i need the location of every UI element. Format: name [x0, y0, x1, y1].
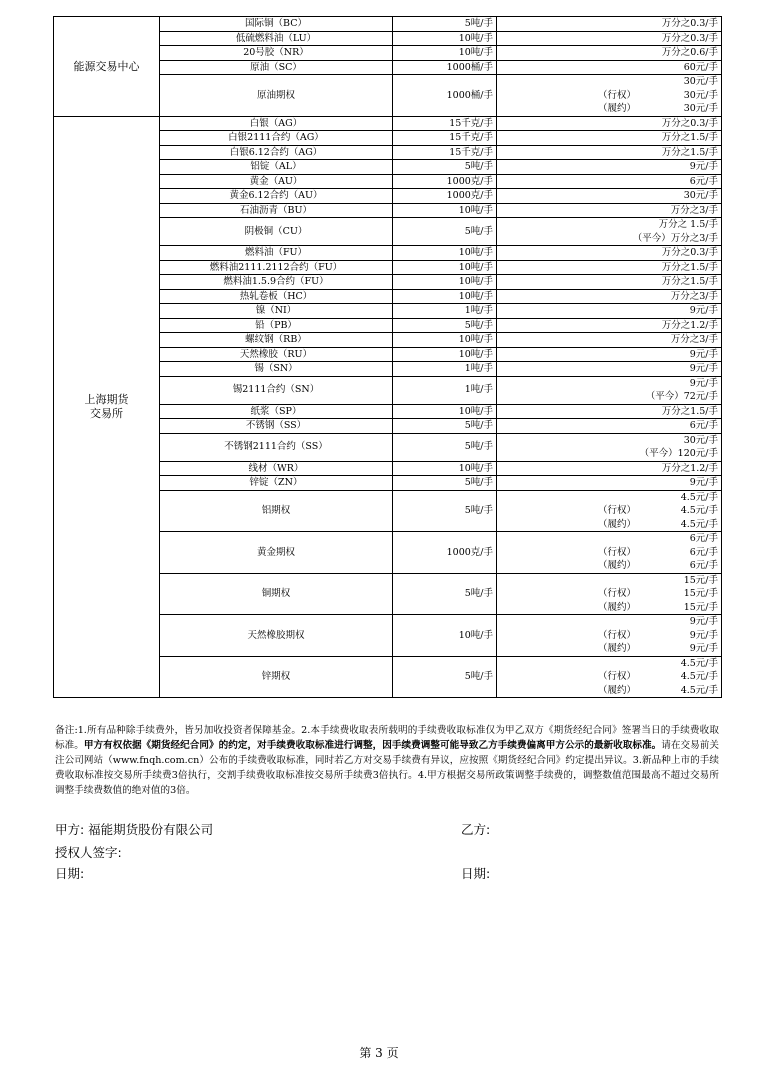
product-name: 不锈钢2111合约（SS） — [160, 433, 393, 461]
product-name: 20号胶（NR） — [160, 46, 393, 61]
fee-value: 30元/手 — [683, 434, 718, 446]
fee-tag — [500, 615, 598, 629]
fee-value: 万分之0.3/手 — [661, 117, 718, 129]
product-name: 螺纹钢（RB） — [160, 333, 393, 348]
fee-value: 万分之1.5/手 — [661, 132, 718, 143]
fee-tag: （履约） — [598, 103, 637, 114]
fee-tag — [500, 61, 598, 75]
product-name: 锌锭（ZN） — [160, 476, 393, 491]
fee-cell — [497, 174, 722, 189]
fee-value: 万分之3/手 — [670, 204, 718, 216]
fee-value: （平今）120元/手 — [639, 448, 718, 459]
fee-cell — [497, 532, 722, 574]
trade-unit: 5吨/手 — [393, 433, 497, 461]
fee-tag — [500, 117, 598, 131]
fee-line — [500, 146, 718, 160]
trade-unit: 10吨/手 — [393, 347, 497, 362]
fee-cell — [497, 46, 722, 61]
product-name: 燃料油1.5.9合约（FU） — [160, 275, 393, 290]
fee-value: 9元/手 — [689, 643, 718, 654]
fee-cell — [497, 573, 722, 615]
trade-unit: 15千克/手 — [393, 145, 497, 160]
fee-line — [500, 102, 718, 116]
trade-unit: 1000克/手 — [393, 532, 497, 574]
table-row — [54, 116, 722, 131]
product-name: 纸浆（SP） — [160, 404, 393, 419]
fee-tag — [500, 405, 598, 419]
fee-line — [500, 377, 718, 391]
product-name: 镍（NI） — [160, 304, 393, 319]
trade-unit: 1000克/手 — [393, 189, 497, 204]
fee-line — [500, 546, 718, 560]
fee-value: 9元/手 — [689, 477, 718, 488]
fee-cell — [497, 362, 722, 377]
fee-value: 万分之0.3/手 — [661, 32, 718, 44]
fee-cell — [497, 433, 722, 461]
fee-line — [500, 657, 718, 671]
fee-value: 万分之0.3/手 — [661, 18, 718, 29]
fee-value: 30元/手 — [683, 190, 718, 201]
fee-value: 9元/手 — [689, 348, 718, 360]
product-name: 天然橡胶（RU） — [160, 347, 393, 362]
fee-value: 4.5元/手 — [680, 491, 718, 503]
trade-unit: 10吨/手 — [393, 260, 497, 275]
fee-tag — [500, 419, 598, 433]
remarks-text-2: 请在交易前关注公司网站（www.fnqh.com.cn）公布的手续费收取标准，同时若乙方对交易手续费有异议，应按照《期货经纪合同》约定提出异议。3.新品种上市的手续费收取标准按交易所手续费3倍执行，交割手续费收取标准按交易所手续费3倍执行。4.甲方根据交易所政策调整手续费的，调整数值范围最高不超过交易所调整手续费数值的绝对值的3倍。 — [55, 740, 720, 796]
product-name: 国际铜（BC） — [160, 17, 393, 32]
fee-tag — [500, 333, 598, 347]
trade-unit: 10吨/手 — [393, 289, 497, 304]
fee-line — [500, 131, 718, 145]
fee-tag — [500, 362, 598, 376]
table-row — [54, 17, 722, 32]
product-name: 线材（WR） — [160, 461, 393, 476]
trade-unit: 1000桶/手 — [393, 60, 497, 75]
fee-value: 30元/手 — [683, 103, 718, 114]
fee-value: 9元/手 — [689, 305, 718, 316]
fee-cell — [497, 218, 722, 246]
fee-cell — [497, 461, 722, 476]
fee-value: 15元/手 — [683, 588, 718, 599]
fee-value: 4.5元/手 — [680, 518, 718, 530]
fee-tag — [500, 532, 598, 546]
fee-line — [500, 447, 718, 461]
fee-value: 15元/手 — [683, 601, 718, 613]
fee-tag: （履约） — [598, 560, 637, 571]
fee-value: 万分之1.2/手 — [661, 319, 718, 331]
fee-tag — [500, 574, 598, 588]
exchange-name: 能源交易中心 — [54, 17, 160, 117]
fee-value: 万分之1.5/手 — [661, 276, 718, 287]
fee-line — [500, 684, 718, 698]
trade-unit: 10吨/手 — [393, 31, 497, 46]
product-name: 白银6.12合约（AG） — [160, 145, 393, 160]
trade-unit: 1吨/手 — [393, 304, 497, 319]
product-name: 黄金6.12合约（AU） — [160, 189, 393, 204]
exchange-name: 上海期货 交易所 — [54, 116, 160, 698]
fee-cell — [497, 476, 722, 491]
trade-unit: 15千克/手 — [393, 116, 497, 131]
fee-line — [500, 419, 718, 433]
fee-line — [500, 175, 718, 189]
product-name: 热轧卷板（HC） — [160, 289, 393, 304]
fee-value: 万分之1.2/手 — [661, 462, 718, 474]
fee-cell — [497, 318, 722, 333]
fee-line — [500, 304, 718, 318]
fee-line — [500, 574, 718, 588]
fee-line — [500, 117, 718, 131]
fee-tag — [500, 462, 598, 476]
fee-tag — [500, 218, 598, 232]
fee-value: 万分之0.3/手 — [661, 247, 718, 258]
fee-tag — [500, 390, 598, 404]
fee-value: 9元/手 — [689, 616, 718, 627]
fee-tag — [500, 348, 598, 362]
fee-line — [500, 504, 718, 518]
fee-line — [500, 218, 718, 232]
fee-cell — [497, 404, 722, 419]
fee-tag — [500, 32, 598, 46]
fee-line — [500, 290, 718, 304]
fee-value: 万分之1.5/手 — [661, 261, 718, 273]
fee-tag — [500, 175, 598, 189]
fee-line — [500, 362, 718, 376]
fee-value: 6元/手 — [689, 175, 718, 187]
remarks-text-1: 备注:1.所有品种除手续费外，皆另加收投资者保障基金。2.本手续费收取表所载明的手续费收取标准仅为甲乙双方《期货经纪合同》签署当日的手续费收取标准。 — [55, 725, 719, 751]
product-name: 黄金期权 — [160, 532, 393, 574]
fee-tag: （行权） — [598, 588, 637, 599]
trade-unit: 1000克/手 — [393, 174, 497, 189]
trade-unit: 10吨/手 — [393, 46, 497, 61]
fee-line — [500, 89, 718, 103]
fee-value: 万分之1.5/手 — [661, 146, 718, 158]
fee-cell — [497, 490, 722, 532]
fee-cell — [497, 260, 722, 275]
fee-cell — [497, 145, 722, 160]
fee-tag: （行权） — [598, 546, 637, 558]
fee-line — [500, 601, 718, 615]
product-name: 低硫燃料油（LU） — [160, 31, 393, 46]
product-name: 锡（SN） — [160, 362, 393, 377]
fee-line — [500, 189, 718, 203]
fee-line — [500, 587, 718, 601]
fee-line — [500, 642, 718, 656]
product-name: 天然橡胶期权 — [160, 615, 393, 657]
product-name: 铝期权 — [160, 490, 393, 532]
fee-value: （平今）72元/手 — [645, 391, 718, 402]
fee-tag — [500, 434, 598, 448]
fee-tag — [500, 275, 598, 289]
trade-unit: 10吨/手 — [393, 333, 497, 348]
trade-unit: 1000桶/手 — [393, 75, 497, 117]
fee-cell — [497, 31, 722, 46]
date-a-label: 日期: — [55, 866, 85, 881]
fee-tag — [500, 319, 598, 333]
product-name: 铜期权 — [160, 573, 393, 615]
remarks — [55, 723, 719, 798]
authorized-signature-label: 授权人签字: — [55, 845, 122, 860]
fee-cell — [497, 376, 722, 404]
product-name: 黄金（AU） — [160, 174, 393, 189]
fee-line — [500, 462, 718, 476]
trade-unit: 5吨/手 — [393, 573, 497, 615]
fee-value: 万分之3/手 — [670, 290, 718, 302]
trade-unit: 5吨/手 — [393, 218, 497, 246]
fee-value: 30元/手 — [683, 89, 718, 101]
trade-unit: 15千克/手 — [393, 131, 497, 146]
product-name: 不锈钢（SS） — [160, 419, 393, 434]
fee-value: 30元/手 — [683, 76, 718, 87]
fee-line — [500, 275, 718, 289]
fee-tag — [500, 290, 598, 304]
fee-value: 万分之1.5/手 — [661, 405, 718, 417]
fee-cell — [497, 304, 722, 319]
fee-tag: （行权） — [598, 629, 637, 641]
fee-line — [500, 405, 718, 419]
trade-unit: 10吨/手 — [393, 246, 497, 261]
fee-tag — [500, 17, 598, 31]
product-name: 燃料油2111.2112合约（FU） — [160, 260, 393, 275]
fee-line — [500, 390, 718, 404]
fee-tag — [500, 131, 598, 145]
fee-tag: （履约） — [598, 601, 637, 613]
fee-tag: （行权） — [598, 671, 637, 682]
fee-cell — [497, 615, 722, 657]
fee-value: 6元/手 — [689, 533, 718, 544]
fee-line — [500, 17, 718, 31]
fee-tag: （行权） — [598, 505, 637, 516]
fee-value: 6元/手 — [689, 560, 718, 571]
fee-cell — [497, 160, 722, 175]
fee-cell — [497, 275, 722, 290]
fee-tag — [500, 476, 598, 490]
trade-unit: 5吨/手 — [393, 160, 497, 175]
fee-tag: （履约） — [598, 643, 637, 654]
fee-line — [500, 532, 718, 546]
fee-tag — [500, 377, 598, 391]
fee-value: 万分之3/手 — [670, 334, 718, 345]
fee-line — [500, 261, 718, 275]
remarks-bold-text: 甲方有权依据《期货经纪合同》的约定，对手续费收取标准进行调整，因手续费调整可能导致乙方手续费偏离甲方公示的最新收取标准。 — [83, 740, 662, 751]
fee-line — [500, 46, 718, 60]
fee-table — [53, 16, 722, 698]
party-a-label: 甲方: 福能期货股份有限公司 — [55, 822, 214, 837]
fee-value: 4.5元/手 — [680, 505, 718, 516]
fee-line — [500, 204, 718, 218]
fee-value: 4.5元/手 — [680, 671, 718, 682]
fee-line — [500, 75, 718, 89]
fee-tag — [500, 246, 598, 260]
fee-value: 9元/手 — [689, 629, 718, 641]
page-number: 第 3 页 — [359, 1046, 399, 1060]
date-b-label: 日期: — [461, 866, 491, 881]
trade-unit: 5吨/手 — [393, 318, 497, 333]
fee-cell — [497, 116, 722, 131]
fee-cell — [497, 333, 722, 348]
fee-line — [500, 32, 718, 46]
fee-value: 9元/手 — [689, 377, 718, 389]
fee-cell — [497, 347, 722, 362]
fee-cell — [497, 189, 722, 204]
trade-unit: 10吨/手 — [393, 275, 497, 290]
product-name: 阴极铜（CU） — [160, 218, 393, 246]
fee-value: 60元/手 — [683, 61, 718, 73]
fee-value: 万分之0.6/手 — [661, 47, 718, 58]
fee-tag — [500, 146, 598, 160]
fee-tag — [500, 304, 598, 318]
fee-cell — [497, 203, 722, 218]
trade-unit: 1吨/手 — [393, 362, 497, 377]
fee-line — [500, 61, 718, 75]
trade-unit: 10吨/手 — [393, 404, 497, 419]
trade-unit: 10吨/手 — [393, 461, 497, 476]
product-name: 铅（PB） — [160, 318, 393, 333]
fee-value: 万分之 1.5/手 — [658, 219, 718, 230]
fee-line — [500, 559, 718, 573]
fee-value: 4.5元/手 — [680, 657, 718, 669]
fee-value: （平今）万分之3/手 — [632, 232, 718, 244]
party-b-label: 乙方: — [461, 822, 491, 837]
trade-unit: 5吨/手 — [393, 490, 497, 532]
fee-value: 4.5元/手 — [680, 684, 718, 696]
fee-line — [500, 160, 718, 174]
fee-tag: （行权） — [598, 89, 637, 101]
product-name: 铝锭（AL） — [160, 160, 393, 175]
product-name: 燃料油（FU） — [160, 246, 393, 261]
fee-tag — [500, 46, 598, 60]
fee-cell — [497, 289, 722, 304]
fee-line — [500, 319, 718, 333]
fee-line — [500, 246, 718, 260]
fee-line — [500, 629, 718, 643]
fee-line — [500, 232, 718, 246]
product-name: 原油（SC） — [160, 60, 393, 75]
fee-line — [500, 670, 718, 684]
fee-cell — [497, 419, 722, 434]
fee-line — [500, 434, 718, 448]
fee-tag — [500, 232, 598, 246]
fee-value: 15元/手 — [683, 574, 718, 586]
trade-unit: 5吨/手 — [393, 476, 497, 491]
fee-tag — [500, 75, 598, 89]
fee-line — [500, 518, 718, 532]
fee-line — [500, 333, 718, 347]
fee-cell — [497, 60, 722, 75]
fee-cell — [497, 246, 722, 261]
trade-unit: 10吨/手 — [393, 203, 497, 218]
fee-value: 9元/手 — [689, 363, 718, 374]
fee-line — [500, 476, 718, 490]
fee-tag — [500, 160, 598, 174]
fee-value: 6元/手 — [689, 546, 718, 558]
fee-value: 6元/手 — [689, 420, 718, 431]
fee-cell — [497, 17, 722, 32]
fee-tag — [500, 204, 598, 218]
trade-unit: 1吨/手 — [393, 376, 497, 404]
product-name: 白银（AG） — [160, 116, 393, 131]
trade-unit: 5吨/手 — [393, 419, 497, 434]
product-name: 锡2111合约（SN） — [160, 376, 393, 404]
fee-tag — [500, 657, 598, 671]
fee-tag — [500, 491, 598, 505]
product-name: 白银2111合约（AG） — [160, 131, 393, 146]
fee-tag: （履约） — [598, 684, 637, 696]
fee-line — [500, 348, 718, 362]
product-name: 石油沥青（BU） — [160, 203, 393, 218]
fee-tag — [500, 189, 598, 203]
fee-line — [500, 491, 718, 505]
fee-tag: （履约） — [598, 518, 637, 530]
fee-cell — [497, 656, 722, 698]
trade-unit: 10吨/手 — [393, 615, 497, 657]
fee-cell — [497, 131, 722, 146]
fee-cell — [497, 75, 722, 117]
fee-value: 9元/手 — [689, 161, 718, 172]
trade-unit: 5吨/手 — [393, 17, 497, 32]
fee-line — [500, 615, 718, 629]
product-name: 原油期权 — [160, 75, 393, 117]
trade-unit: 5吨/手 — [393, 656, 497, 698]
product-name: 锌期权 — [160, 656, 393, 698]
fee-tag — [500, 447, 598, 461]
fee-tag — [500, 261, 598, 275]
